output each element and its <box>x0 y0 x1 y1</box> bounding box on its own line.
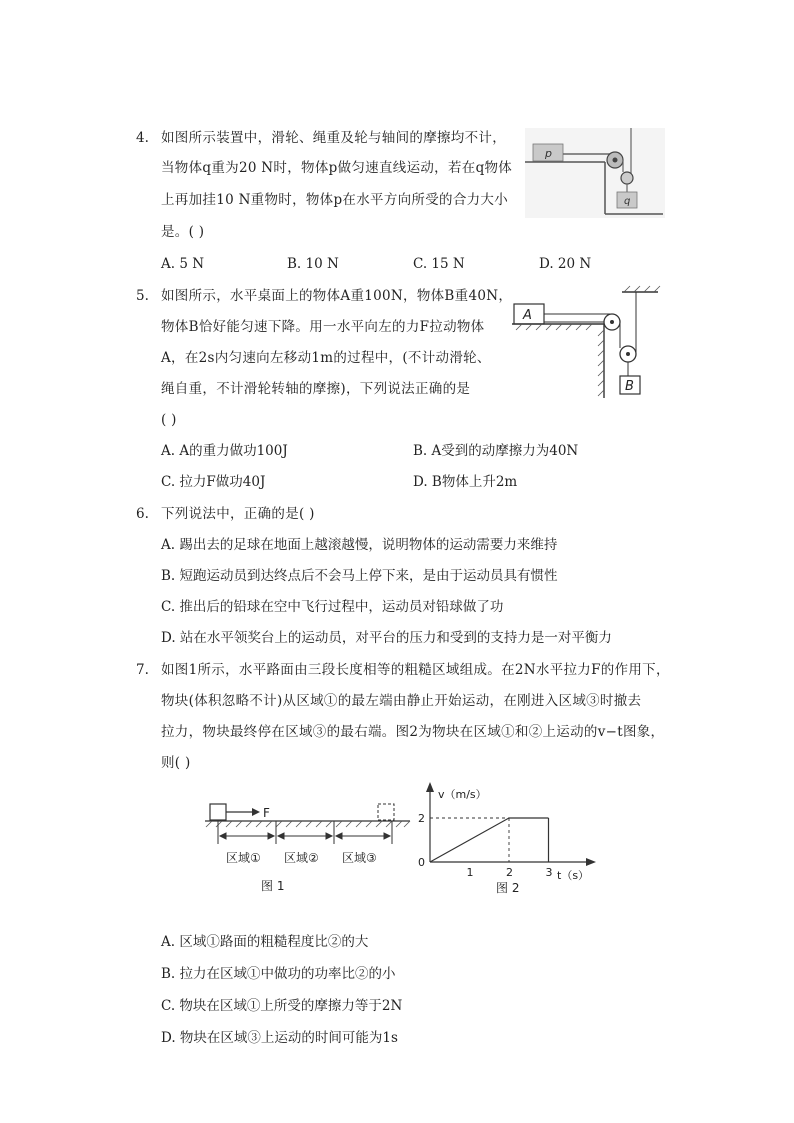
q5-pulley-figure <box>512 284 662 402</box>
chart-y-tick-label: 2 <box>418 812 425 825</box>
q7-figure-2-caption: 图 2 <box>496 881 520 895</box>
q7-figure-1-caption: 图 1 <box>261 879 285 893</box>
q6-option-a: A. 踢出去的足球在地面上越滚越慢，说明物体的运动需要力来维持 <box>161 537 558 553</box>
q4-option-d: D. 20 N <box>539 256 592 272</box>
q7-region-1-label: 区域① <box>226 851 261 865</box>
q4-label-q: q <box>624 196 631 207</box>
q5-line-4: 绳自重，不计滑轮转轴的摩擦)，下列说法正确的是 <box>161 381 471 397</box>
chart-x-tick-label-1: 1 <box>466 866 474 879</box>
q7-line-1: 如图1所示，水平路面由三段长度相等的粗糙区域组成。在2N水平拉力F的作用下， <box>161 662 670 678</box>
chart-x-tick-label-3: 3 <box>545 866 553 879</box>
q7-option-a: A. 区域①路面的粗糙程度比②的大 <box>161 934 369 950</box>
q7-arrow-icon <box>252 808 260 816</box>
q7-region-3-label: 区域③ <box>342 851 377 865</box>
q5-line-1: 如图所示，水平桌面上的物体A重100N，物体B重40N， <box>161 288 513 304</box>
q7-option-b: B. 拉力在区域①中做功的功率比②的小 <box>161 966 396 982</box>
q5-label-a: A <box>523 308 532 323</box>
q5-number: 5. <box>136 288 149 304</box>
q6-option-c: C. 推出后的铅球在空中飞行过程中，运动员对铅球做了功 <box>161 599 504 615</box>
q4-pulley-figure <box>525 128 665 218</box>
chart-ylabel: v（m/s） <box>438 788 487 801</box>
q4-line-3: 上再加挂10 N重物时，物体p在水平方向所受的合力大小 <box>161 192 509 208</box>
q7-force-label: F <box>263 806 270 820</box>
q5-line-2: 物体B恰好能匀速下降。用一水平向左的力F拉动物体 <box>161 319 485 335</box>
q5-option-b: B. A受到的动摩擦力为40N <box>413 443 579 459</box>
chart-series-line-segment-1 <box>430 818 509 862</box>
q7-line-3: 拉力，物块最终停在区域③的最右端。图2为物块在区域①和②上运动的v−t图象， <box>161 724 665 740</box>
q5-line-3: A，在2s内匀速向左移动1m的过程中，(不计动滑轮、 <box>161 350 491 366</box>
q4-movable-pulley <box>621 172 633 184</box>
q5-label-b: B <box>625 379 634 394</box>
q4-option-c: C. 15 N <box>413 256 465 272</box>
q6-option-b: B. 短跑运动员到达终点后不会马上停下来，是由于运动员具有惯性 <box>161 568 558 584</box>
q7-figure-2-chart <box>410 778 600 896</box>
chart-origin-label: 0 <box>418 856 425 869</box>
q6-option-d: D. 站在水平领奖台上的运动员，对平台的压力和受到的支持力是一对平衡力 <box>161 630 612 646</box>
q4-line-4: 是。( ) <box>161 224 205 240</box>
q5-option-d: D. B物体上升2m <box>413 474 518 490</box>
chart-y-axis-arrow-icon <box>426 782 434 792</box>
q5-option-c: C. 拉力F做功40J <box>161 474 266 490</box>
q4-label-p: p <box>545 147 552 160</box>
chart-x-axis-arrow-icon <box>586 858 596 866</box>
q4-option-a: A. 5 N <box>161 256 205 272</box>
q6-number: 6. <box>136 506 149 522</box>
q4-option-b: B. 10 N <box>287 256 339 272</box>
q7-option-c: C. 物块在区域①上所受的摩擦力等于2N <box>161 998 403 1014</box>
q7-option-d: D. 物块在区域③上运动的时间可能为1s <box>161 1030 398 1046</box>
q7-line-2: 物块(体积忽略不计)从区域①的最左端由静止开始运动，在刚进入区域③时撤去 <box>161 693 642 709</box>
q4-line-1: 如图所示装置中，滑轮、绳重及轮与轴间的摩擦均不计， <box>161 130 506 146</box>
q5-option-a: A. A的重力做功100J <box>161 443 288 459</box>
q7-block <box>210 804 226 820</box>
q7-final-position <box>378 804 394 820</box>
q5-line-5: ( ) <box>161 412 177 428</box>
q7-number: 7. <box>136 662 149 678</box>
chart-x-tick-label-2: 2 <box>506 866 513 879</box>
q7-region-2-label: 区域② <box>284 851 319 865</box>
q7-figure-1 <box>200 796 415 896</box>
q4-line-2: 当物体q重为20 N时，物体p做匀速直线运动，若在q物体 <box>161 160 513 176</box>
chart-xlabel: t（s） <box>557 869 590 882</box>
q4-number: 4. <box>136 130 149 146</box>
q7-line-4: 则( ) <box>161 755 191 771</box>
q6-line-1: 下列说法中，正确的是( ) <box>161 506 315 522</box>
